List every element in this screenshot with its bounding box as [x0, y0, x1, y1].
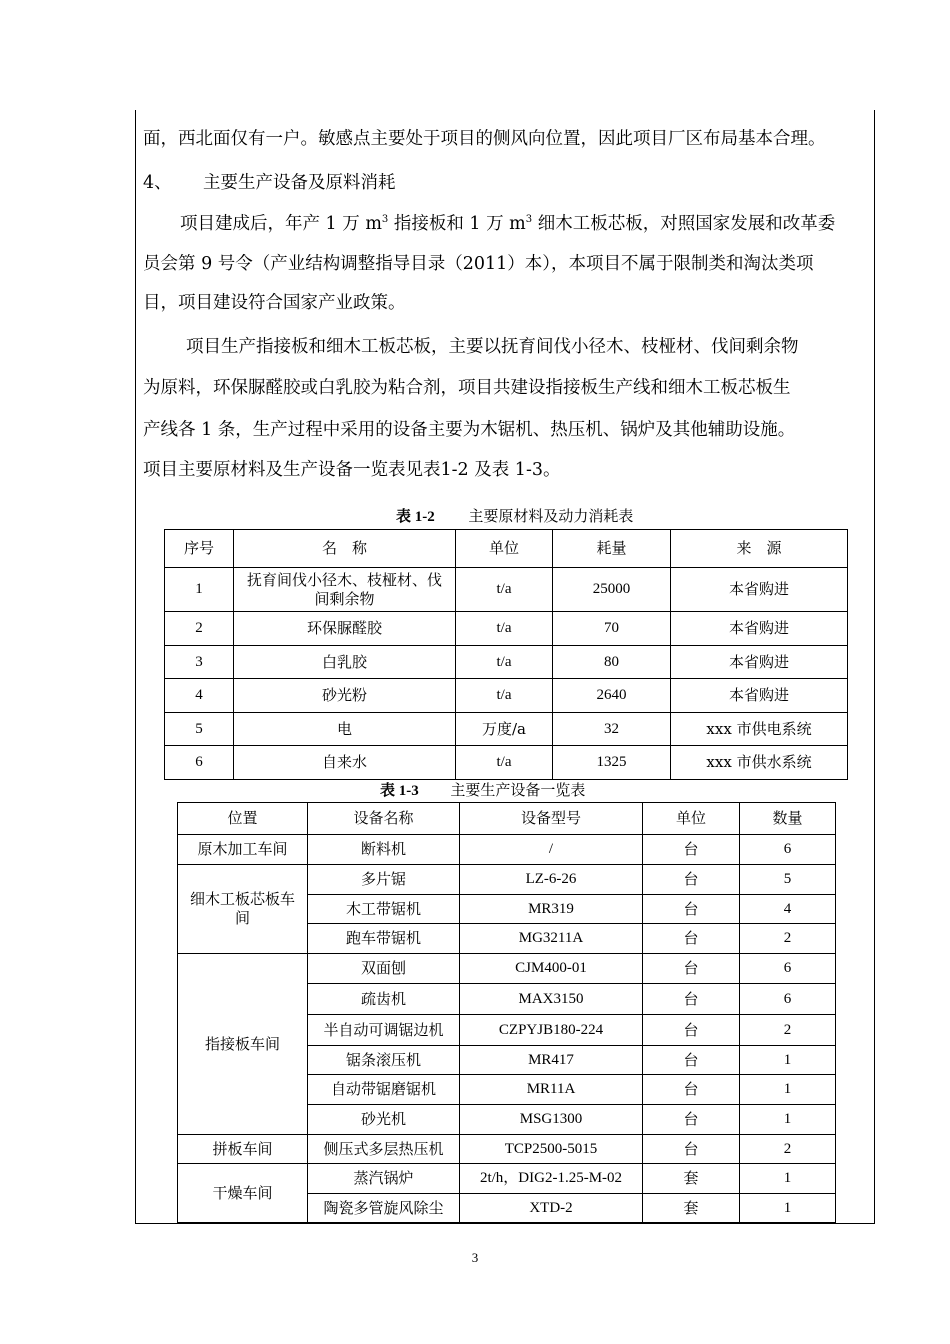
cell: 70 [553, 612, 671, 646]
cell: 本省购进 [671, 612, 848, 646]
cell: MR11A [460, 1075, 643, 1105]
cell: 台 [643, 1135, 740, 1164]
superscript: 3 [381, 214, 389, 225]
cell: MR319 [460, 895, 643, 924]
equipment-table [177, 802, 836, 1223]
header-cell: 位置 [178, 803, 308, 835]
location-cell: 拼板车间 [178, 1135, 308, 1164]
cell: 2 [740, 1135, 836, 1164]
cell: 双面刨 [308, 954, 460, 984]
cell: 台 [643, 924, 740, 954]
location-cell: 原木加工车间 [178, 835, 308, 865]
cell: 台 [643, 954, 740, 984]
cell: 台 [643, 1046, 740, 1075]
header-cell: 耗量 [553, 530, 671, 568]
section-number: 4、 [143, 173, 172, 193]
caption-label: 表 1-2 [396, 509, 435, 525]
cell: 5 [165, 713, 234, 746]
cell: MAX3150 [460, 984, 643, 1015]
cell: 断料机 [308, 835, 460, 865]
cell: 3 [165, 646, 234, 679]
cell: 1 [165, 568, 234, 612]
cell: 本省购进 [671, 679, 848, 713]
cell: 4 [165, 679, 234, 713]
cell: CJM400-01 [460, 954, 643, 984]
table-row [165, 568, 848, 612]
materials-table [164, 529, 848, 780]
cell: 4 [740, 895, 836, 924]
cell: 环保脲醛胶 [234, 612, 456, 646]
paragraph-line [180, 212, 835, 236]
header-cell: 数量 [740, 803, 836, 835]
cell: 万度/a [456, 713, 553, 746]
cell: LZ-6-26 [460, 865, 643, 895]
header-cell: 来 源 [671, 530, 848, 568]
cell: 台 [643, 984, 740, 1015]
header-cell: 设备型号 [460, 803, 643, 835]
caption-title: 主要原材料及动力消耗表 [468, 507, 634, 525]
cell: 6 [740, 835, 836, 865]
table-header-row [165, 530, 848, 568]
cell: 砂光机 [308, 1105, 460, 1135]
location-cell: 指接板车间 [178, 954, 308, 1135]
cell: 台 [643, 1105, 740, 1135]
paragraph-line: 项目主要原材料及生产设备一览表见表1-2 及表 1-3。 [143, 460, 561, 480]
header-cell: 名 称 [234, 530, 456, 568]
text-run: 细木工板芯板，对照国家发展和改革委 [532, 214, 836, 234]
section-title: 主要生产设备及原料消耗 [203, 173, 396, 193]
cell: xxx 市供水系统 [671, 746, 848, 780]
table-row [178, 865, 836, 895]
table-row [178, 1164, 836, 1194]
table-row [178, 835, 836, 865]
cell: 白乳胶 [234, 646, 456, 679]
cell: 6 [165, 746, 234, 780]
cell: 1 [740, 1194, 836, 1223]
table-row [165, 646, 848, 679]
cell: 台 [643, 1075, 740, 1105]
cell: xxx 市供电系统 [671, 713, 848, 746]
paragraph-line: 产线各 1 条，生产过程中采用的设备主要为木锯机、热压机、锅炉及其他辅助设施。 [143, 420, 796, 440]
cell: 半自动可调锯边机 [308, 1015, 460, 1046]
cell: MG3211A [460, 924, 643, 954]
cell: 多片锯 [308, 865, 460, 895]
header-cell: 单位 [643, 803, 740, 835]
table-row [165, 612, 848, 646]
paragraph-line: 项目生产指接板和细木工板芯板，主要以抚育间伐小径木、枝桠材、伐间剩余物 [186, 337, 799, 357]
table-row [165, 679, 848, 713]
cell: 台 [643, 895, 740, 924]
table-caption [396, 506, 633, 527]
location-cell: 细木工板芯板车间 [178, 865, 308, 954]
paragraph-line: 目，项目建设符合国家产业政策。 [143, 293, 406, 313]
header-cell: 单位 [456, 530, 553, 568]
cell: t/a [456, 568, 553, 612]
cell: 砂光粉 [234, 679, 456, 713]
cell: / [460, 835, 643, 865]
cell: 套 [643, 1164, 740, 1194]
table-row [165, 713, 848, 746]
cell: 电 [234, 713, 456, 746]
table-row [178, 954, 836, 984]
cell: 台 [643, 865, 740, 895]
cell: 5 [740, 865, 836, 895]
cell: t/a [456, 746, 553, 780]
cell: 木工带锯机 [308, 895, 460, 924]
cell: t/a [456, 679, 553, 713]
cell: 80 [553, 646, 671, 679]
cell: 自动带锯磨锯机 [308, 1075, 460, 1105]
table-header-row [178, 803, 836, 835]
cell: TCP2500-5015 [460, 1135, 643, 1164]
table-row [178, 1135, 836, 1164]
cell: XTD-2 [460, 1194, 643, 1223]
cell: t/a [456, 646, 553, 679]
cell: 6 [740, 954, 836, 984]
cell: 1 [740, 1164, 836, 1194]
header-cell: 序号 [165, 530, 234, 568]
cell: 台 [643, 835, 740, 865]
header-cell: 设备名称 [308, 803, 460, 835]
table-caption [380, 780, 585, 801]
cell: 本省购进 [671, 568, 848, 612]
superscript: 3 [525, 214, 533, 225]
cell: 侧压式多层热压机 [308, 1135, 460, 1164]
location-cell: 干燥车间 [178, 1164, 308, 1223]
paragraph-line: 面，西北面仅有一户。敏感点主要处于项目的侧风向位置，因此项目厂区布局基本合理。 [143, 129, 826, 149]
text-run: 指接板和 1 万 m [388, 214, 526, 234]
cell: 25000 [553, 568, 671, 612]
table-row [165, 746, 848, 780]
caption-title: 主要生产设备一览表 [450, 781, 586, 799]
cell: 1 [740, 1075, 836, 1105]
cell: 锯条滚压机 [308, 1046, 460, 1075]
cell: 32 [553, 713, 671, 746]
cell: 1325 [553, 746, 671, 780]
paragraph-line: 员会第 9 号令（产业结构调整指导目录（2011）本），本项目不属于限制类和淘汰类项 [143, 254, 814, 274]
caption-label: 表 1-3 [380, 783, 419, 799]
cell: 2 [740, 924, 836, 954]
cell: 蒸汽锅炉 [308, 1164, 460, 1194]
cell: 6 [740, 984, 836, 1015]
cell: 陶瓷多管旋风除尘 [308, 1194, 460, 1223]
cell: 2 [740, 1015, 836, 1046]
cell: 自来水 [234, 746, 456, 780]
cell: 1 [740, 1046, 836, 1075]
cell: 2t/h，DIG2-1.25-M-02 [460, 1164, 643, 1194]
paragraph-line: 为原料，环保脲醛胶或白乳胶为粘合剂，项目共建设指接板生产线和细木工板芯板生 [143, 378, 791, 398]
text-run: 项目建成后，年产 1 万 m [180, 214, 382, 234]
cell: 2640 [553, 679, 671, 713]
cell: 抚育间伐小径木、枝桠材、伐间剩余物 [234, 568, 456, 612]
cell: 2 [165, 612, 234, 646]
cell: 本省购进 [671, 646, 848, 679]
cell: MSG1300 [460, 1105, 643, 1135]
page-number: 3 [471, 1250, 479, 1265]
cell: 台 [643, 1015, 740, 1046]
cell: CZPYJB180-224 [460, 1015, 643, 1046]
cell: 跑车带锯机 [308, 924, 460, 954]
cell: 1 [740, 1105, 836, 1135]
cell: MR417 [460, 1046, 643, 1075]
cell: 疏齿机 [308, 984, 460, 1015]
cell: t/a [456, 612, 553, 646]
cell: 套 [643, 1194, 740, 1223]
